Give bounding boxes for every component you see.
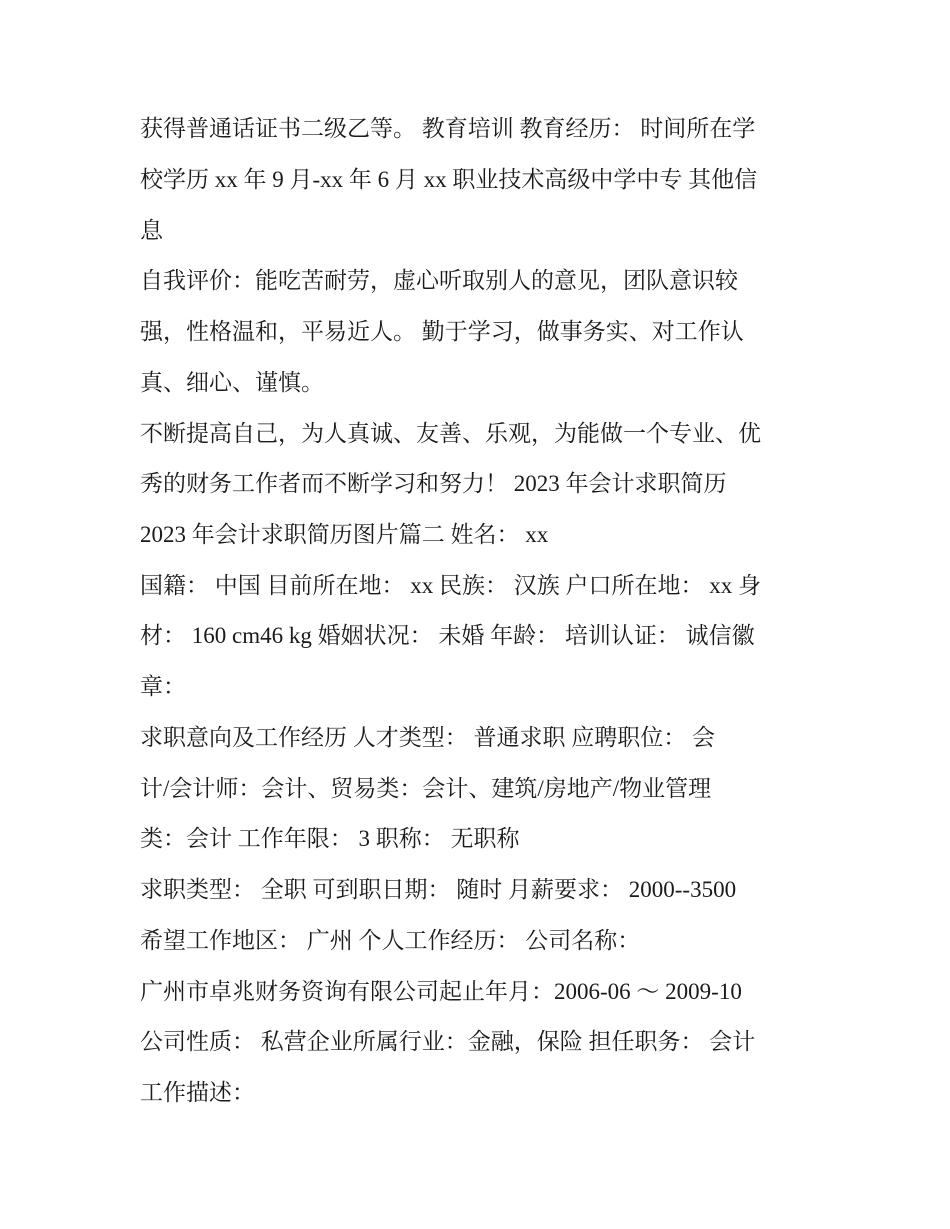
text-line: 2023 年会计求职简历图片篇二 姓名： xx <box>140 522 549 547</box>
text-line: 希望工作地区： 广州 个人工作经历： 公司名称： <box>140 928 641 953</box>
text-line: 不断提高自己，为人真诚、友善、乐观，为能做一个专业、优 <box>140 421 761 446</box>
text-line: 公司性质： 私营企业所属行业：金融，保险 担任职务： 会计 <box>140 1029 756 1054</box>
text-line: 息 <box>140 218 163 243</box>
text-line: 工作描述： <box>140 1080 255 1105</box>
text-line: 自我评价：能吃苦耐劳，虚心听取别人的意见，团队意识较 <box>140 268 738 293</box>
text-line: 求职意向及工作经历 人才类型： 普通求职 应聘职位： 会 <box>140 725 715 750</box>
text-line: 校学历 xx 年 9 月-xx 年 6 月 xx 职业技术高级中学中专 其他信 <box>140 167 758 192</box>
text-line: 真、细心、谨慎。 <box>140 370 324 395</box>
text-line: 强，性格温和，平易近人。 勤于学习，做事务实、对工作认 <box>140 319 744 344</box>
text-line: 计/会计师：会计、贸易类：会计、建筑/房地产/物业管理 <box>140 776 712 801</box>
text-line: 求职类型： 全职 可到职日期： 随时 月薪要求： 2000--3500 <box>140 877 737 902</box>
text-line: 秀的财务工作者而不断学习和努力！ 2023 年会计求职简历 <box>140 471 727 496</box>
text-line: 广州市卓兆财务资询有限公司起止年月：2006-06 ～ 2009-10 <box>140 979 742 1004</box>
text-line: 国籍： 中国 目前所在地： xx 民族： 汉族 户口所在地： xx 身 <box>140 573 761 598</box>
text-line: 材： 160 cm46 kg 婚姻状况： 未婚 年龄： 培训认证： 诚信徽 <box>140 623 755 648</box>
text-line: 章： <box>140 674 186 699</box>
text-line: 类：会计 工作年限： 3 职称： 无职称 <box>140 826 520 851</box>
text-line: 获得普通话证书二级乙等。 教育培训 教育经历： 时间所在学 <box>140 116 756 141</box>
